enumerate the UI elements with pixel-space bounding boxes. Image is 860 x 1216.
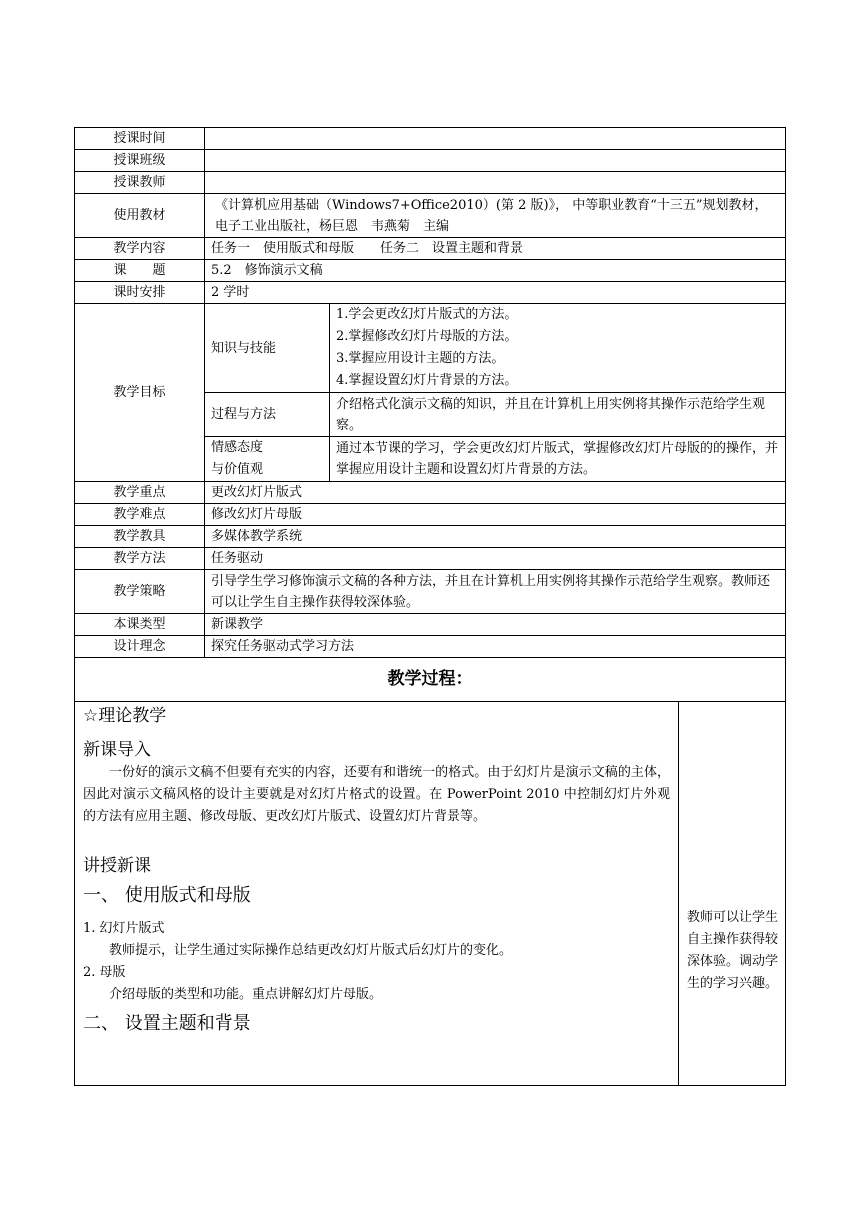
item1-title: 1. 幻灯片版式 xyxy=(83,921,165,936)
process-method-value: 介绍格式化演示文稿的知识，并且在计算机上用实例将其操作示范给学生观察。 xyxy=(330,393,786,437)
row-type xyxy=(75,614,786,636)
row-content xyxy=(75,238,786,260)
knowledge-item: 1.学会更改幻灯片版式的方法。 xyxy=(336,307,518,322)
emotion-label-line: 情感态度 xyxy=(211,440,264,455)
hours-label: 课时安排 xyxy=(75,282,205,304)
row-design xyxy=(75,636,786,658)
knowledge-item: 3.掌握应用设计主题的方法。 xyxy=(336,351,505,366)
key-label: 教学重点 xyxy=(75,482,205,504)
row-key xyxy=(75,482,786,504)
emotion-label-line: 与价值观 xyxy=(211,462,264,477)
teaching-process-box xyxy=(74,658,786,1086)
teaching-process-main xyxy=(75,702,679,1085)
method-label: 教学方法 xyxy=(75,548,205,570)
row-teacher xyxy=(75,172,786,194)
time-value xyxy=(205,128,786,150)
item2-title: 2. 母版 xyxy=(83,965,126,980)
row-strategy xyxy=(75,570,786,614)
row-time xyxy=(75,128,786,150)
objectives-label: 教学目标 xyxy=(75,304,205,482)
row-method xyxy=(75,548,786,570)
type-label: 本课类型 xyxy=(75,614,205,636)
design-value: 探究任务驱动式学习方法 xyxy=(205,636,786,658)
section2-heading: 二、 设置主题和背景 xyxy=(83,1013,251,1034)
hours-value: 2 学时 xyxy=(205,282,786,304)
content-value: 任务一 使用版式和母版 任务二 设置主题和背景 xyxy=(205,238,786,260)
item2-body: 介绍母版的类型和功能。重点讲解幻灯片母版。 xyxy=(109,987,383,1002)
knowledge-label: 知识与技能 xyxy=(205,304,330,393)
row-textbook xyxy=(75,194,786,238)
key-value: 更改幻灯片版式 xyxy=(205,482,786,504)
method-value: 任务驱动 xyxy=(205,548,786,570)
type-value: 新课教学 xyxy=(205,614,786,636)
item1-body: 教师提示，让学生通过实际操作总结更改幻灯片版式后幻灯片的变化。 xyxy=(109,943,513,958)
row-tools xyxy=(75,526,786,548)
strategy-label: 教学策略 xyxy=(75,570,205,614)
side-note: 教师可以让学生自主操作获得较深体验。调动学生的学习兴趣。 xyxy=(687,910,779,991)
teaching-process-title: 教学过程： xyxy=(75,658,785,702)
knowledge-list xyxy=(330,304,786,393)
teacher-value xyxy=(205,172,786,194)
topic-label: 课 题 xyxy=(75,260,205,282)
tools-value: 多媒体教学系统 xyxy=(205,526,786,548)
teaching-process-body xyxy=(75,702,785,1085)
strategy-value: 引导学生学习修饰演示文稿的各种方法，并且在计算机上用实例将其操作示范给学生观察。教师还可以让学生自主操作获得较深体验。 xyxy=(205,570,786,614)
teacher-label: 授课教师 xyxy=(75,172,205,194)
intro-paragraph: 一份好的演示文稿不但要有充实的内容，还要有和谐统一的格式。由于幻灯片是演示文稿的主体，因此对演示文稿风格的设计主要就是对幻灯片格式的设置。在 PowerPoint 2010 中控制幻灯片外观的方法有应用主题、修改母版、更改幻灯片版式、设置幻灯片背景等。 xyxy=(83,765,670,824)
knowledge-item: 4.掌握设置幻灯片背景的方法。 xyxy=(336,373,518,388)
class-value xyxy=(205,150,786,172)
emotion-value: 通过本节课的学习，学会更改幻灯片版式，掌握修改幻灯片母版的的操作，并掌握应用设计主题和设置幻灯片背景的方法。 xyxy=(330,437,786,482)
content-label: 教学内容 xyxy=(75,238,205,260)
class-label: 授课班级 xyxy=(75,150,205,172)
difficulty-label: 教学难点 xyxy=(75,504,205,526)
textbook-label: 使用教材 xyxy=(75,194,205,238)
new-lesson-heading: 讲授新课 xyxy=(83,856,151,876)
lesson-plan-page xyxy=(74,127,786,1086)
section1-heading: 一、 使用版式和母版 xyxy=(83,885,251,906)
knowledge-item: 2.掌握修改幻灯片母版的方法。 xyxy=(336,329,518,344)
row-knowledge xyxy=(75,304,786,393)
lesson-info-table xyxy=(74,127,786,658)
textbook-value: 《计算机应用基础（Windows7+Office2010）(第 2 版)》， 中等职业教育“十三五”规划教材，电子工业出版社，杨巨恩 韦燕菊 主编 xyxy=(205,194,786,238)
row-hours xyxy=(75,282,786,304)
tools-label: 教学教具 xyxy=(75,526,205,548)
process-method-label: 过程与方法 xyxy=(205,393,330,437)
time-label: 授课时间 xyxy=(75,128,205,150)
topic-value: 5.2 修饰演示文稿 xyxy=(205,260,786,282)
row-difficulty xyxy=(75,504,786,526)
design-label: 设计理念 xyxy=(75,636,205,658)
emotion-label xyxy=(205,437,330,482)
intro-heading: 新课导入 xyxy=(83,740,151,760)
theory-heading: ☆理论教学 xyxy=(83,706,167,726)
difficulty-value: 修改幻灯片母版 xyxy=(205,504,786,526)
row-class xyxy=(75,150,786,172)
row-topic xyxy=(75,260,786,282)
